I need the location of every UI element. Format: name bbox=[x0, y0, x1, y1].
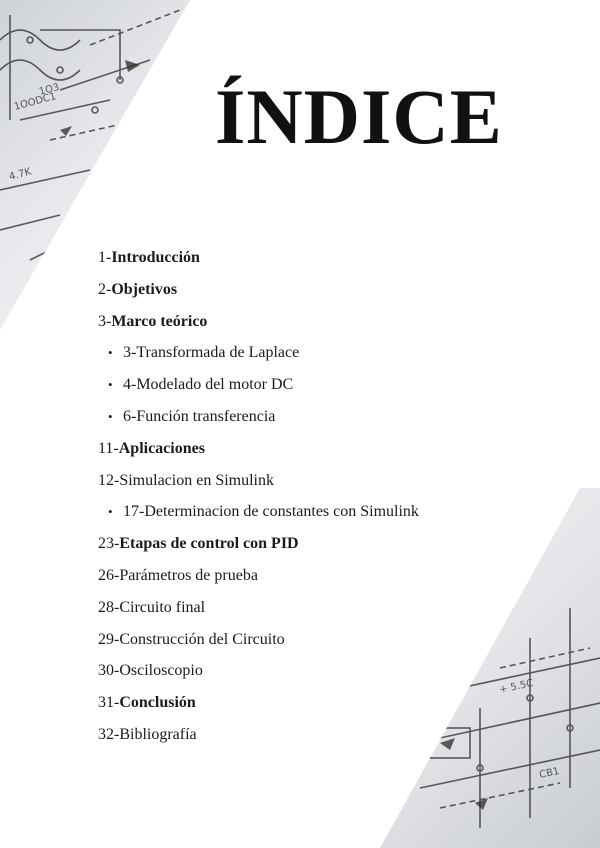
toc-page-number: 30- bbox=[98, 662, 120, 680]
toc-page-number: 3- bbox=[123, 344, 137, 362]
toc-page-number: 12- bbox=[98, 471, 120, 489]
toc-item[interactable] bbox=[98, 721, 538, 753]
toc-label: Marco teórico bbox=[111, 312, 208, 330]
toc-label: Objetivos bbox=[111, 280, 178, 298]
toc-page-number: 3- bbox=[98, 312, 112, 330]
toc-label: Transformada de Laplace bbox=[136, 344, 300, 362]
toc-page-number: 23- bbox=[98, 535, 120, 553]
toc-item[interactable] bbox=[98, 467, 538, 499]
toc-page-number: 31- bbox=[98, 694, 120, 712]
toc-label: Osciloscopio bbox=[119, 662, 203, 680]
toc-item[interactable] bbox=[98, 626, 538, 658]
toc-subitem[interactable] bbox=[98, 339, 538, 371]
table-of-contents bbox=[98, 244, 538, 753]
bullet-icon: • bbox=[108, 408, 113, 424]
toc-item[interactable] bbox=[98, 276, 538, 308]
toc-label: Introducción bbox=[111, 249, 200, 266]
toc-page-number: 1- bbox=[98, 249, 112, 266]
toc-label: Función transferencia bbox=[136, 407, 276, 425]
toc-label: Determinacion de constantes con Simulink bbox=[144, 503, 419, 521]
toc-item[interactable] bbox=[98, 657, 538, 689]
bullet-icon: • bbox=[108, 377, 113, 393]
circuit-label: + 5.5C bbox=[498, 678, 535, 696]
toc-label: Modelado del motor DC bbox=[136, 376, 294, 394]
bullet-icon: • bbox=[108, 345, 113, 361]
toc-label: Bibliografía bbox=[119, 725, 197, 743]
circuit-label: 4.7K bbox=[7, 166, 33, 183]
circuit-label: CB1 bbox=[538, 765, 561, 781]
bullet-icon: • bbox=[108, 504, 113, 520]
toc-item[interactable] bbox=[98, 244, 538, 276]
toc-label: Circuito final bbox=[119, 598, 206, 616]
toc-label: Aplicaciones bbox=[118, 439, 205, 457]
toc-label: Simulacion en Simulink bbox=[119, 471, 274, 489]
circuit-label: 1OODC1 bbox=[12, 91, 58, 113]
toc-item[interactable] bbox=[98, 689, 538, 721]
page-title: ÍNDICE bbox=[215, 73, 503, 160]
toc-page-number: 28- bbox=[98, 598, 120, 616]
toc-page-number: 2- bbox=[98, 280, 112, 298]
toc-subitem[interactable] bbox=[98, 371, 538, 403]
toc-item[interactable] bbox=[98, 530, 538, 562]
toc-label: Etapas de control con PID bbox=[119, 535, 299, 553]
toc-item[interactable] bbox=[98, 562, 538, 594]
toc-page-number: 29- bbox=[98, 630, 120, 648]
toc-page-number: 32- bbox=[98, 725, 120, 743]
toc-item[interactable] bbox=[98, 435, 538, 467]
toc-page-number: 4- bbox=[123, 376, 137, 394]
toc-item[interactable] bbox=[98, 594, 538, 626]
toc-subitem[interactable] bbox=[98, 403, 538, 435]
toc-label: Construcción del Circuito bbox=[119, 630, 285, 648]
toc-subitem[interactable] bbox=[98, 498, 538, 530]
toc-label: Parámetros de prueba bbox=[119, 566, 258, 584]
toc-item[interactable] bbox=[98, 308, 538, 340]
toc-page-number: 6- bbox=[123, 407, 137, 425]
toc-page-number: 11- bbox=[98, 439, 119, 457]
toc-page-number: 26- bbox=[98, 566, 120, 584]
circuit-label: 1O3 bbox=[37, 81, 61, 98]
toc-label: Conclusión bbox=[119, 694, 196, 712]
toc-page-number: 17- bbox=[123, 503, 145, 521]
